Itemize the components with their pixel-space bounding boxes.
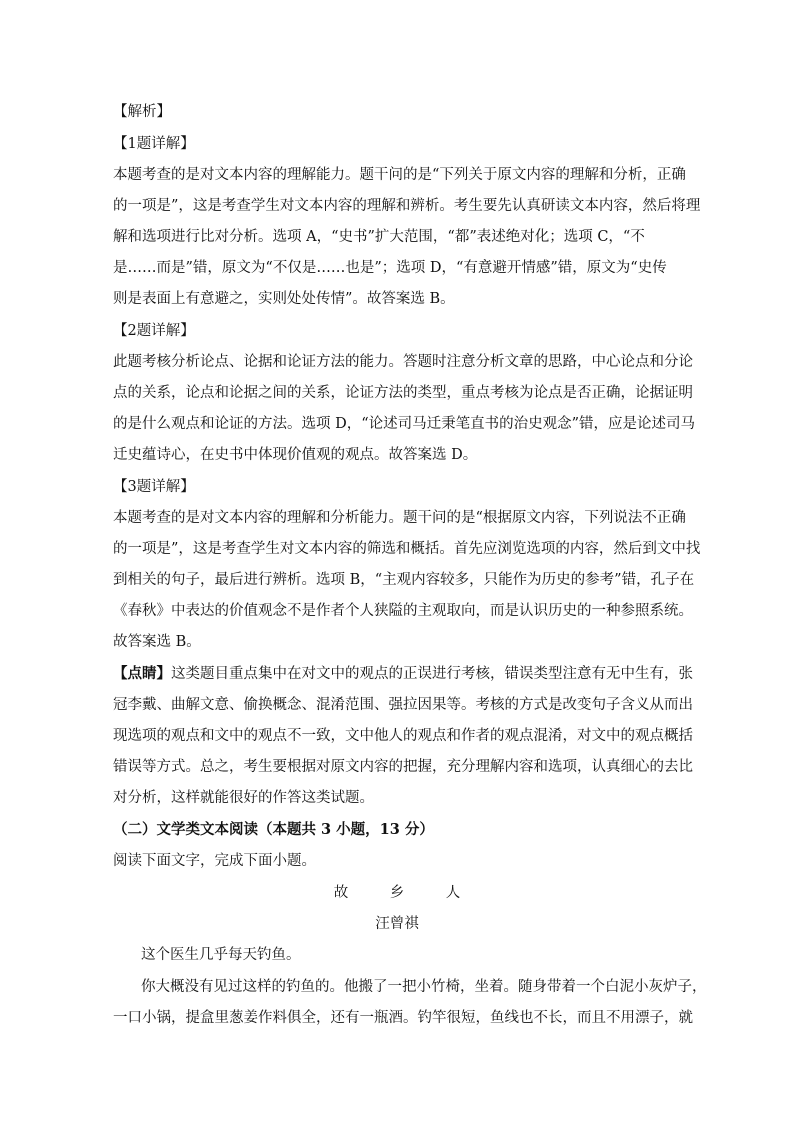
tip-line: 冠李戴、曲解文意、偷换概念、混淆范围、强拉因果等。考核的方式是改变句子含义从而出	[113, 697, 693, 713]
story-title-char: 乡	[389, 885, 405, 901]
story-paragraph: 你大概没有见过这样的钓鱼的。他搬了一把小竹椅，坐着。随身带着一个白泥小灰炉子，	[141, 979, 707, 995]
tip-label: 【点睛】	[113, 665, 171, 682]
story-title-char: 故	[333, 885, 349, 901]
story-paragraph: 这个医生几乎每天钓鱼。	[141, 947, 301, 963]
q3-line: 故答案选 B。	[113, 634, 201, 650]
tip-text: 这类题目重点集中在对文中的观点的正误进行考核，错误类型注意有无中生有，张	[171, 666, 693, 682]
analysis-heading: 【解析】	[113, 104, 171, 120]
q2-line: 迁史蕴诗心，在史书中体现价值观的观点。故答案选 D。	[113, 447, 478, 463]
tip-line: 错误等方式。总之，考生要根据对原文内容的把握，充分理解内容和选项，认真细心的去比	[113, 759, 693, 775]
q3-heading: 【3题详解】	[113, 479, 195, 495]
q1-line: 则是表面上有意避之，实则处处传情”。故答案选 B。	[113, 291, 455, 307]
q3-line: 《春秋》中表达的价值观念不是作者个人狭隘的主观取向，而是认识历史的一种参照系统。	[113, 603, 693, 619]
story-title-char: 人	[445, 885, 461, 901]
q2-line: 此题考核分析论点、论据和论证方法的能力。答题时注意分析文章的思路，中心论点和分论	[113, 354, 693, 370]
tip-line: 现选项的观点和文中的观点不一致，文中他人的观点和作者的观点混淆，对文中的观点概括	[113, 728, 693, 744]
tip-first-line	[113, 664, 693, 684]
story-title	[0, 883, 794, 903]
q3-line: 到相关的句子，最后进行辨析。选项 B，“主观内容较多，只能作为历史的参考”错，孔子在	[113, 572, 695, 588]
q2-heading: 【2题详解】	[113, 323, 195, 339]
q1-line: 本题考查的是对文本内容的理解能力。题干问的是“下列关于原文内容的理解和分析，正确	[113, 167, 686, 183]
q3-line: 本题考查的是对文本内容的理解和分析能力。题干问的是“根据原文内容，下列说法不正确	[113, 510, 686, 526]
q1-heading: 【1题详解】	[113, 136, 195, 152]
q3-line: 的一项是”，这是考查学生对文本内容的筛选和概括。首先应浏览选项的内容，然后到文中找	[113, 541, 701, 557]
q2-line: 的是什么观点和论证的方法。选项 D，“论述司马迁秉笔直书的治史观念”错，应是论述司马	[113, 416, 696, 432]
reading-instruction: 阅读下面文字，完成下面小题。	[113, 853, 316, 869]
story-paragraph-continued: 一口小锅，提盒里葱姜作料俱全，还有一瓶酒。钓竿很短，鱼线也不长，而且不用漂子，就	[113, 1010, 693, 1026]
section-heading: （二）文学类文本阅读（本题共 3 小题，13 分）	[113, 821, 434, 838]
tip-line: 对分析，这样就能很好的作答这类试题。	[113, 790, 374, 806]
story-author: 汪曾祺	[375, 916, 419, 932]
q1-line: 解和选项进行比对分析。选项 A，“史书”扩大范围，“都”表述绝对化；选项 C，“不	[113, 229, 645, 245]
q1-line: 的一项是”，这是考查学生对文本内容的理解和辨析。考生要先认真研读文本内容，然后将理	[113, 198, 701, 214]
q2-line: 点的关系，论点和论据之间的关系，论证方法的类型，重点考核为论点是否正确，论据证明	[113, 385, 693, 401]
q1-line: 是……而是”错，原文为“不仅是……也是”；选项 D，“有意避开情感”错，原文为“史传	[113, 260, 667, 276]
